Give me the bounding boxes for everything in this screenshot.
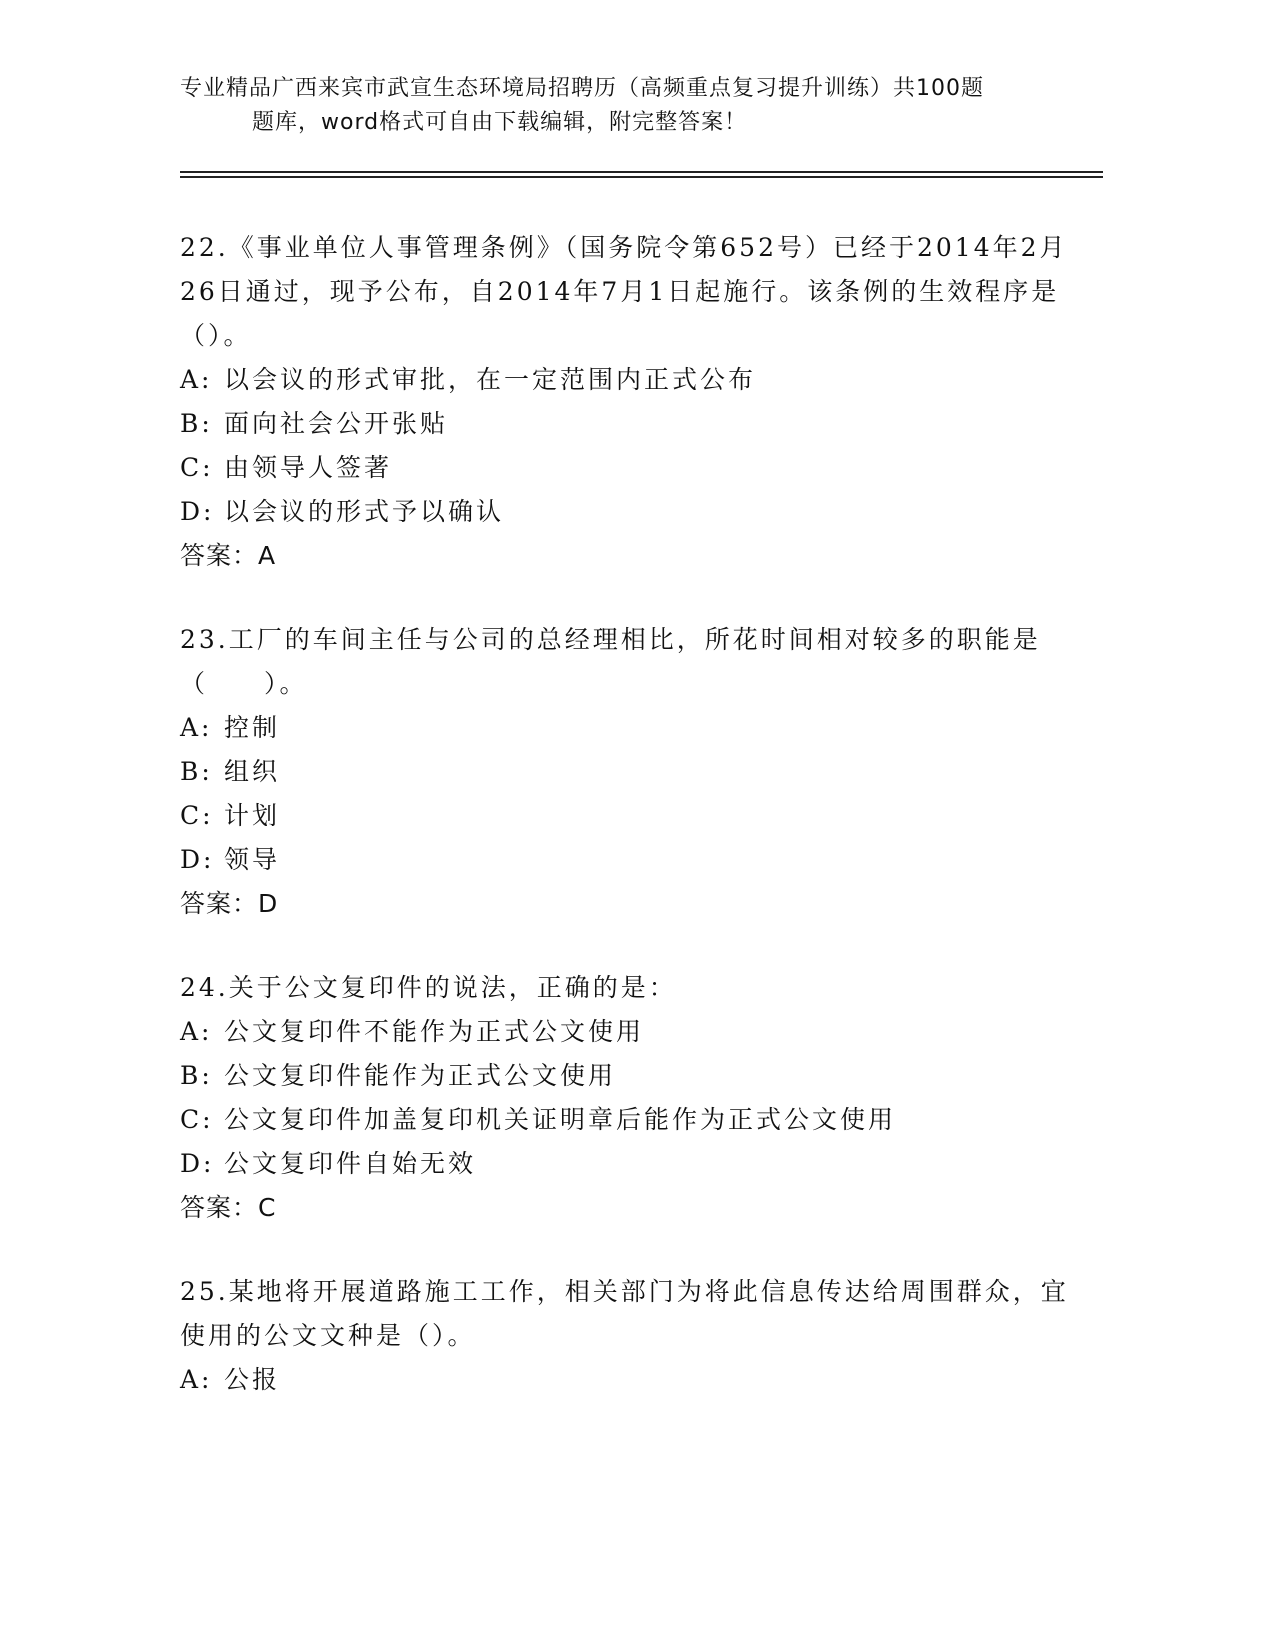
option-text: 面向社会公开张贴 (224, 409, 449, 438)
option-letter: C: (180, 1105, 214, 1134)
option-letter: B: (180, 757, 213, 786)
header-divider-bottom (180, 176, 1103, 178)
question-25 (180, 1270, 1080, 1402)
answer-line: 答案：A (180, 541, 277, 570)
question-22 (180, 226, 1080, 578)
option-a (180, 1358, 1080, 1402)
option-letter: A: (180, 1017, 213, 1046)
option-text: 以会议的形式审批，在一定范围内正式公布 (224, 365, 757, 394)
question-stem: 22.《事业单位人事管理条例》（国务院令第652号）已经于2014年2月26日通过，现予公布，自2014年7月1日起施行。该条例的生效程序是（）。 (180, 233, 1068, 350)
option-d (180, 490, 1080, 534)
option-letter: C: (180, 801, 214, 830)
option-letter: D: (180, 845, 215, 874)
header-title-line2: 题库，word格式可自由下载编辑，附完整答案！ (252, 110, 748, 135)
option-c (180, 446, 1080, 490)
question-list (180, 226, 1080, 1442)
option-text: 公文复印件加盖复印机关证明章后能作为正式公文使用 (224, 1105, 897, 1134)
option-c (180, 794, 1080, 838)
option-d (180, 838, 1080, 882)
option-letter: C: (180, 453, 214, 482)
document-header (180, 72, 1060, 140)
option-text: 公文复印件自始无效 (224, 1149, 477, 1178)
option-a (180, 706, 1080, 750)
answer-line: 答案：D (180, 889, 279, 918)
option-text: 组织 (224, 757, 281, 786)
option-letter: B: (180, 409, 213, 438)
header-divider-top (180, 171, 1103, 173)
option-text: 公报 (224, 1365, 281, 1394)
option-text: 由领导人签著 (224, 453, 393, 482)
option-letter: A: (180, 713, 213, 742)
option-letter: D: (180, 497, 215, 526)
option-text: 公文复印件能作为正式公文使用 (224, 1061, 617, 1090)
question-stem: 24.关于公文复印件的说法，正确的是： (180, 973, 677, 1002)
option-text: 公文复印件不能作为正式公文使用 (224, 1017, 645, 1046)
option-a (180, 358, 1080, 402)
question-stem: 23.工厂的车间主任与公司的总经理相比，所花时间相对较多的职能是（ ）。 (180, 625, 1041, 698)
option-letter: A: (180, 365, 213, 394)
answer-line: 答案：C (180, 1193, 277, 1222)
header-title-line1: 专业精品广西来宾市武宣生态环境局招聘历（高频重点复习提升训练）共100题 (180, 76, 984, 101)
option-b (180, 1054, 1080, 1098)
option-b (180, 402, 1080, 446)
question-24 (180, 966, 1080, 1230)
option-letter: D: (180, 1149, 215, 1178)
option-a (180, 1010, 1080, 1054)
option-c (180, 1098, 1080, 1142)
option-d (180, 1142, 1080, 1186)
option-letter: A: (180, 1365, 213, 1394)
question-stem: 25.某地将开展道路施工工作，相关部门为将此信息传达给周围群众，宜使用的公文文种是（）。 (180, 1277, 1069, 1350)
option-text: 以会议的形式予以确认 (224, 497, 505, 526)
option-b (180, 750, 1080, 794)
option-letter: B: (180, 1061, 213, 1090)
option-text: 计划 (224, 801, 281, 830)
question-23 (180, 618, 1080, 926)
option-text: 领导 (224, 845, 281, 874)
option-text: 控制 (224, 713, 281, 742)
